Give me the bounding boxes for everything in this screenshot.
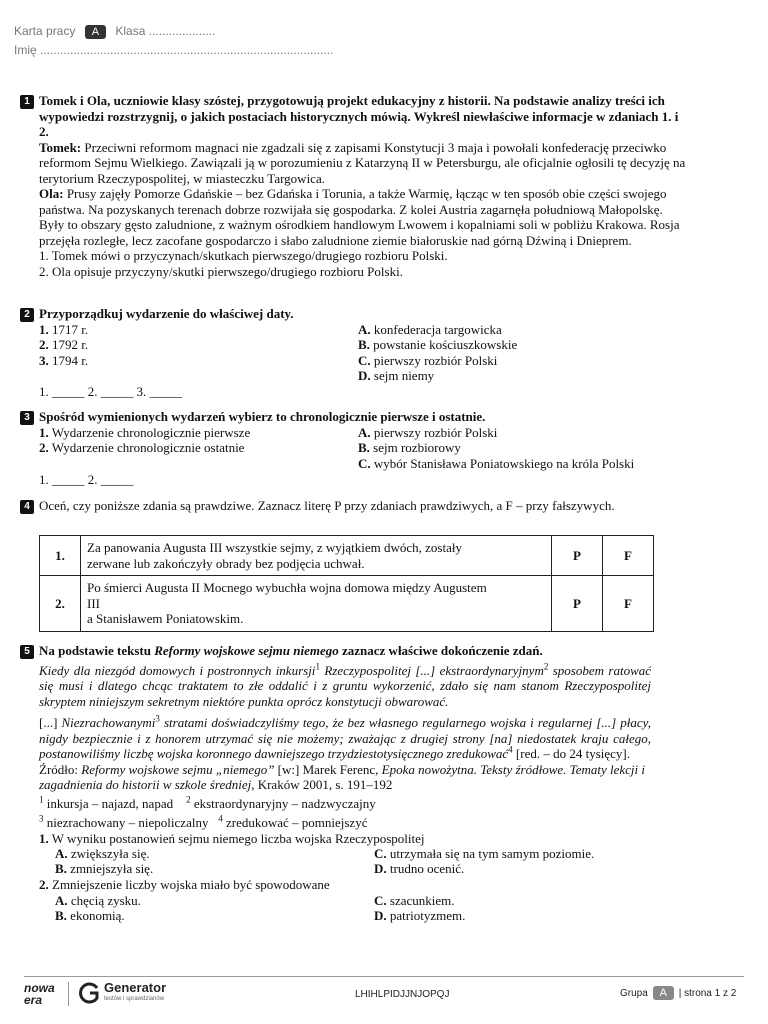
list-item: 1. Wydarzenie chronologicznie pierwsze	[39, 424, 251, 440]
true-false-table	[39, 535, 654, 632]
q1-ola: Ola: Prusy zajęły Pomorze Gdańskie – bez Gdańska i Torunia, a także Warmię, łącząc w ten sposób obie części swojego państwa. Na pozyskanych terenach dobrze rozwijała się gospodarka. Z kolei Austria zagarnęła południową Małopolskę. Były to obszary gęsto zaludnione, z ważnym ośrodkiem handlowym Lwowem i kopalniami soli w pobliżu Krakowa. Rosja przejęła rozległe, lecz zacofane gospodarczo i słabo zaludnione ziemie białoruskie nad górną Dźwiną i Dnieprem.	[39, 186, 680, 248]
q2-events	[358, 322, 517, 384]
list-item: C. pierwszy rozbiór Polski	[358, 352, 498, 368]
question-number: 1	[20, 95, 34, 109]
table-row: 2. Po śmierci Augusta II Mocnego wybuchła wojna domowa między Augustem III a Stanisławem Poniatowskim. P F	[40, 576, 654, 632]
q3-right	[358, 425, 634, 472]
question-number: 3	[20, 411, 34, 425]
question-1	[39, 93, 689, 279]
page-info: Grupa A | strona 1 z 2	[620, 987, 737, 999]
group-badge: A	[653, 986, 674, 1000]
q3-answer-line[interactable]: 1. _____ 2. _____	[39, 471, 134, 487]
option-d[interactable]: D. trudno ocenić.	[374, 861, 465, 876]
false-option[interactable]: F	[603, 536, 654, 576]
option-c[interactable]: C. utrzymała się na tym samym poziomie.	[374, 846, 595, 861]
option-b[interactable]: B. ekonomią.	[55, 907, 125, 923]
logo-divider	[68, 982, 69, 1006]
question-5	[39, 643, 651, 924]
source-text-1: Kiedy dla niezgód domowych i postronnych inkursji$^1$ Rzeczypospolitej [...] ekstraordynaryjnym$^2$ sposobem ratować się musi i dlatego chcąc traktatem to złe oddalić i z gruntu wykorzenić, zdało się nam stanom Rzeczypospolitej skryptem niniejszym sekretnym niektóre punkta oprócz konstytucji obwarować.	[39, 661, 652, 709]
group-badge: A	[85, 25, 106, 39]
q3-prompt: Spośród wymienionych wydarzeń wybierz to chronologicznie pierwsze i ostatnie.	[39, 409, 486, 424]
footnotes-row-1: $^1$ inkursja – najazd, napad $^2$ ekstraordynaryjny – nadzwyczajny	[39, 794, 376, 811]
option-d[interactable]: D. patriotyzmem.	[374, 907, 466, 923]
karta-label: Karta pracy	[14, 24, 76, 38]
true-option[interactable]: P	[552, 536, 603, 576]
list-item: A. pierwszy rozbiór Polski	[358, 424, 498, 440]
list-item: A. konfederacja targowicka	[358, 321, 502, 337]
q1-sentence-2[interactable]: 2. Ola opisuje przyczyny/skutki pierwszego/drugiego rozbioru Polski.	[39, 263, 403, 279]
q5-options-1	[39, 846, 651, 877]
q5-subquestion-1: 1. W wyniku postanowień sejmu niemego liczba wojska Rzeczypospolitej	[39, 830, 425, 846]
option-a[interactable]: A. zwiększyła się.	[55, 846, 150, 861]
q5-prompt: Na podstawie tekstu Reformy wojskowe sejmu niemego zaznacz właściwe dokończenie zdań.	[39, 643, 543, 658]
true-option[interactable]: P	[552, 576, 603, 632]
q5-subquestion-2: 2. Zmniejszenie liczby wojska miało być spowodowane	[39, 877, 330, 892]
footnotes-row-2: $^3$ niezrachowany – niepoliczalny $^4$ zredukować – pomniejszyć	[39, 813, 368, 830]
footer-divider	[24, 976, 744, 977]
option-a[interactable]: A. chęcią zysku.	[55, 892, 141, 908]
list-item: 2. Wydarzenie chronologicznie ostatnie	[39, 440, 245, 455]
nowa-era-logo: nowa era	[24, 981, 55, 1007]
worksheet-header	[14, 24, 215, 40]
table-row: 1. Za panowania Augusta III wszystkie sejmy, z wyjątkiem dwóch, zostały zerwane lub zakończyły obrady bez podjęcia uchwał. P F	[40, 536, 654, 576]
question-number: 2	[20, 308, 34, 322]
source-citation: Źródło: Reformy wojskowe sejmu „niemego” [w:] Marek Ferenc, Epoka nowożytna. Teksty źródłowe. Tematy lekcji i zagadnienia do historii w szkole średniej, Kraków 2001, s. 191–192	[39, 761, 645, 792]
q1-prompt: Tomek i Ola, uczniowie klasy szóstej, przygotowują projekt edukacyjny z historii. Na podstawie analizy treści ich wypowiedzi rozstrzygnij, o jakich postaciach historycznych mówią. Wykreśl niewłaściwe informacje w zdaniach 1. i 2.	[39, 93, 679, 139]
generator-icon	[76, 980, 102, 1010]
imie-label: Imię ........................................................................................	[14, 43, 334, 57]
question-number: 4	[20, 500, 34, 514]
q3-left	[39, 425, 250, 456]
q1-sentence-1[interactable]: 1. Tomek mówi o przyczynach/skutkach pierwszego/drugiego rozbioru Polski.	[39, 248, 448, 263]
list-item: 1. 1717 r.	[39, 321, 89, 337]
list-item: 2. 1792 r.	[39, 337, 89, 352]
q2-answer-line[interactable]: 1. _____ 2. _____ 3. _____	[39, 383, 182, 399]
question-number: 5	[20, 645, 34, 659]
klasa-label: Klasa ....................	[115, 24, 216, 38]
q2-prompt: Przyporządkuj wydarzenie do właściwej daty.	[39, 306, 294, 321]
worksheet-code: LHIHLPIDJJNJOPQJ	[355, 989, 450, 1000]
q5-options-2	[39, 893, 651, 924]
list-item: C. wybór Stanisława Poniatowskiego na króla Polski	[358, 455, 635, 471]
q1-tomek: Tomek: Przeciwni reformom magnaci nie zgadzali się z zapisami Konstytucji 3 maja i powołali konfederację przeciwko reformom Sejmu Wielkiego. Zawiązali ją w porozumieniu z Katarzyną II w Petersburgu, ale oficjalnie ogłosili tę decyzję na terytorium Rzeczypospolitej, w miasteczku Targowica.	[39, 139, 686, 186]
q2-dates	[39, 322, 88, 369]
question-2	[39, 306, 689, 399]
list-item: B. powstanie kościuszkowskie	[358, 337, 518, 352]
q4-prompt: Oceń, czy poniższe zdania są prawdziwe. Zaznacz literę P przy zdaniach prawdziwych, a F – przy fałszywych.	[39, 498, 615, 513]
list-item: B. sejm rozbiorowy	[358, 440, 461, 455]
list-item: 3. 1794 r.	[39, 352, 89, 368]
option-c[interactable]: C. szacunkiem.	[374, 892, 455, 908]
question-3	[39, 409, 689, 487]
generator-logo: Generator testów i sprawdzianów	[104, 980, 167, 1002]
false-option[interactable]: F	[603, 576, 654, 632]
source-text-2: [...] Niezrachowanymi$^3$ stratami doświadczyliśmy tego, że bez własnego regularnego wojska i regularnej [...] płacy, nigdy bezpiecznie i z honorem utrzymać się nie możemy; zważając z drugiej strony [na] niedostatek kraju całego, postanowiliśmy liczbę wojska koronnego dawniejszego trzydziestotysięcznego zredukować$^4$ [red. – do 24 tysięcy].	[39, 713, 651, 761]
list-item: D. sejm niemy	[358, 368, 435, 383]
option-b[interactable]: B. zmniejszyła się.	[55, 861, 154, 876]
